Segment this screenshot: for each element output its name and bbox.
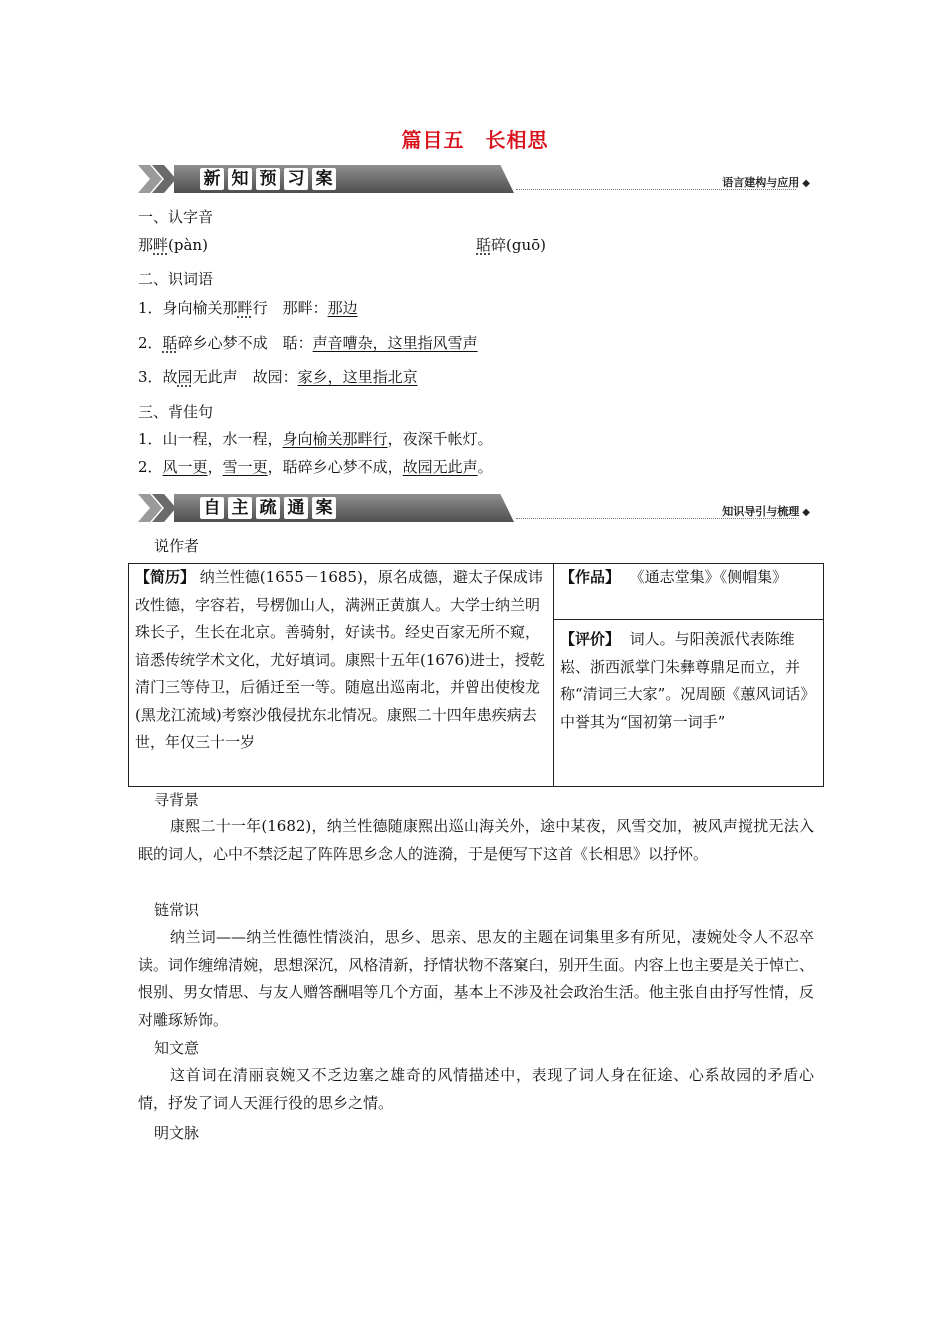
meaning-text: 这首词在清丽哀婉又不乏边塞之雄奇的风情描述中，表现了词人身在征途、心系故园的矛盾心情，抒发了词人天涯行役的思乡之情。 bbox=[138, 1066, 814, 1112]
works-label: 【作品】 bbox=[560, 568, 621, 586]
recite-text: 。 bbox=[477, 458, 493, 476]
review-label: 【评价】 bbox=[560, 630, 621, 648]
recite-text: 2． bbox=[138, 458, 163, 476]
page-title: 篇目五 长相思 bbox=[401, 128, 549, 152]
word-pinyin: 碎(guō) bbox=[491, 236, 547, 254]
vocab-text: 2． bbox=[138, 334, 163, 352]
vocab-item bbox=[138, 332, 478, 353]
vocab-text: 碎乡心梦不成 聒： bbox=[177, 334, 313, 352]
dotted-char: 园 bbox=[177, 368, 193, 386]
banner-char: 知 bbox=[228, 168, 252, 190]
vocab-text: 无此声 故园： bbox=[192, 368, 298, 386]
banner-subtitle-text: 知识导引与梳理 bbox=[722, 505, 800, 518]
works-cell bbox=[554, 564, 824, 620]
diamond-icon: ◆ bbox=[802, 178, 810, 189]
vocab-text: 3．故 bbox=[138, 368, 178, 386]
dotted-char: 畔 bbox=[153, 236, 169, 254]
dotted-char: 聒 bbox=[476, 236, 492, 254]
section-heading: 二、识词语 bbox=[138, 270, 214, 288]
recite-text: ，聒碎乡心梦不成， bbox=[267, 458, 403, 476]
bio-cell bbox=[129, 564, 554, 787]
vocab-text: 1．身向榆关那 bbox=[138, 299, 238, 317]
banner-char: 预 bbox=[256, 168, 280, 190]
section-heading: 寻背景 bbox=[154, 791, 200, 809]
recite-answer: 雪一更 bbox=[222, 458, 268, 476]
banner-subtitle-text: 语言建构与应用 bbox=[722, 176, 800, 189]
recite-answer: 风一更 bbox=[162, 458, 208, 476]
recite-line bbox=[138, 456, 493, 477]
recite-text: ， bbox=[207, 458, 223, 476]
section-banner-study bbox=[138, 491, 810, 523]
vocab-item bbox=[138, 297, 358, 318]
author-table bbox=[128, 563, 824, 787]
dotted-char: 聒 bbox=[162, 334, 178, 352]
section-banner-preview bbox=[138, 162, 810, 194]
banner-char: 案 bbox=[312, 168, 336, 190]
bio-label: 【简历】 bbox=[135, 568, 196, 586]
section-heading: 明文脉 bbox=[154, 1124, 200, 1142]
banner-subtitle bbox=[722, 503, 810, 519]
common-text: 纳兰词——纳兰性德性情淡泊，思乡、思亲、思友的主题在词集里多有所见，凄婉处令人不忍卒读。词作缠绵清婉，思想深沉，风格清新，抒情状物不落窠臼，别开生面。内容上也主要是关于悼亡、恨别、男女情思、与友人赠答酬唱等几个方面，基本上不涉及社会政治生活。他主张自由抒写性情，反对雕琢矫饰。 bbox=[138, 928, 814, 1029]
banner-char: 新 bbox=[200, 168, 224, 190]
banner-title bbox=[200, 497, 336, 519]
pinyin: (pàn) bbox=[168, 236, 208, 254]
section-heading: 三、背佳句 bbox=[138, 403, 214, 421]
vocab-answer: 家乡，这里指北京 bbox=[297, 368, 418, 386]
banner-char: 疏 bbox=[256, 497, 280, 519]
review-text: 词人。与阳羡派代表陈维崧、浙西派掌门朱彝尊鼎足而立，并称“清词三大家”。况周颐《蕙风词话》中誉其为“国初第一词手” bbox=[560, 630, 816, 731]
vocab-answer: 声音嘈杂，这里指风雪声 bbox=[312, 334, 478, 352]
background-text: 康熙二十一年(1682)，纳兰性德随康熙出巡山海关外，途中某夜，风雪交加，被风声搅扰无法入眠的词人，心中不禁泛起了阵阵思乡念人的涟漪，于是便写下这首《长相思》以抒怀。 bbox=[138, 817, 814, 863]
banner-title bbox=[200, 168, 336, 190]
vocab-text: 行 那畔： bbox=[252, 299, 328, 317]
recite-line bbox=[138, 428, 493, 449]
banner-char: 自 bbox=[200, 497, 224, 519]
pronunciation-item bbox=[138, 234, 208, 255]
banner-char: 案 bbox=[312, 497, 336, 519]
vocab-item bbox=[138, 366, 418, 387]
section-heading: 链常识 bbox=[154, 901, 200, 919]
review-cell bbox=[554, 620, 824, 787]
word-char: 那 bbox=[138, 236, 154, 254]
bio-text: 纳兰性德(1655－1685)，原名成德，避太子保成讳改性德，字容若，号楞伽山人，满洲正黄旗人。大学士纳兰明珠长子，生长在北京。善骑射，好读书。经史百家无所不窥，谙悉传统学术文化，尤好填词。康熙十五年(1676)进士，授乾清门三等侍卫，后循迁至一等。随扈出巡南北，并曾出使梭龙(黑龙江流域)考察沙俄侵扰东北情况。康熙二十四年患疾病去世，年仅三十一岁 bbox=[135, 568, 545, 751]
section-heading: 知文意 bbox=[154, 1039, 200, 1057]
banner-char: 习 bbox=[284, 168, 308, 190]
banner-subtitle bbox=[722, 174, 810, 190]
recite-answer: 故园无此声 bbox=[402, 458, 478, 476]
banner-char: 主 bbox=[228, 497, 252, 519]
section-heading: 一、认字音 bbox=[138, 208, 214, 226]
recite-text: ，夜深千帐灯。 bbox=[387, 430, 493, 448]
vocab-answer: 那边 bbox=[327, 299, 358, 317]
section-heading: 说作者 bbox=[154, 537, 200, 555]
recite-answer: 身向榆关那畔行 bbox=[282, 430, 388, 448]
dotted-char: 畔 bbox=[237, 299, 253, 317]
works-text: 《通志堂集》《侧帽集》 bbox=[629, 568, 788, 586]
diamond-icon: ◆ bbox=[802, 507, 810, 518]
recite-text: 1．山一程，水一程， bbox=[138, 430, 283, 448]
banner-char: 通 bbox=[284, 497, 308, 519]
pronunciation-item bbox=[476, 234, 546, 255]
